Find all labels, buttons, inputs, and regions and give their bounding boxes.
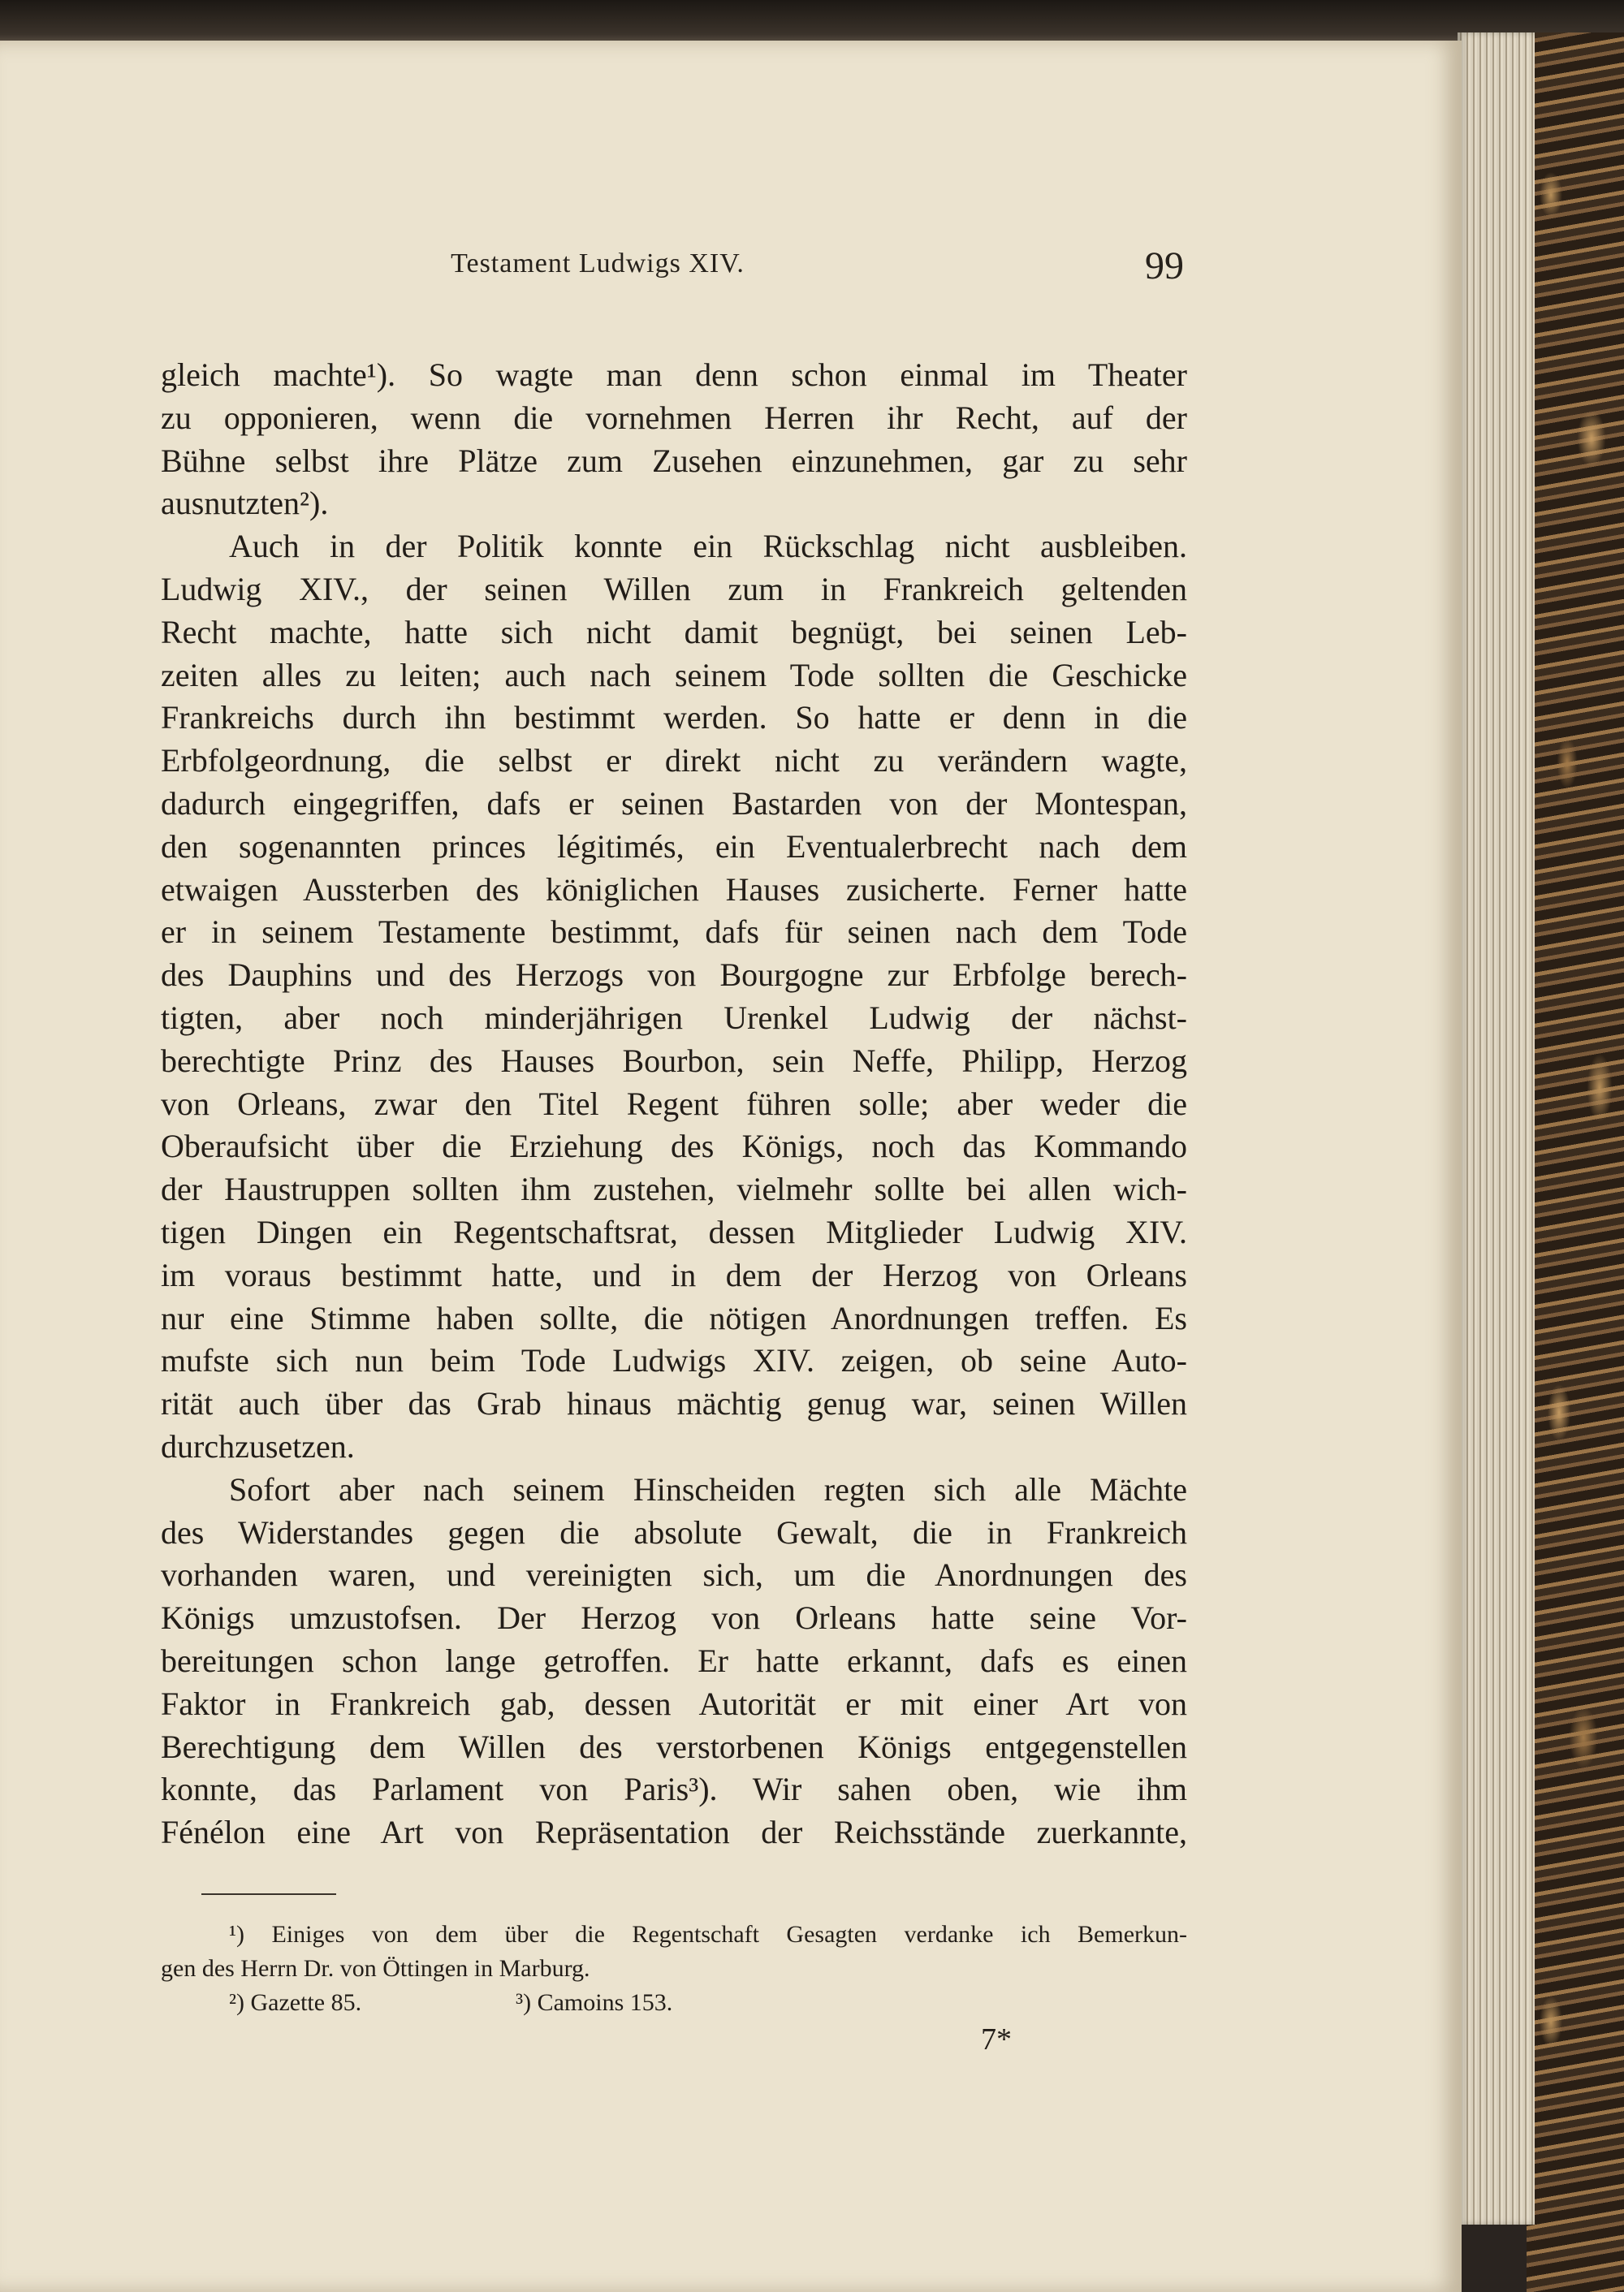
text-line: zu opponieren, wenn die vornehmen Herren ihr Recht, auf der	[161, 399, 1187, 436]
footnotes	[161, 1918, 1187, 2020]
text-line: Berechtigung dem Willen des verstorbenen Königs entgegenstellen	[161, 1728, 1187, 1765]
footnote-2: ²) Gazette 85.	[229, 1989, 362, 2016]
text-line: etwaigen Aussterben des königlichen Hauses zusicherte. Ferner hatte	[161, 870, 1187, 908]
text-line: Oberaufsicht über die Erziehung des Königs, noch das Kommando	[161, 1128, 1187, 1165]
text-line: Frankreichs durch ihn bestimmt werden. So hatte er denn in die	[161, 699, 1187, 736]
text-line: nur eine Stimme haben sollte, die nötigen Anordnungen treffen. Es	[161, 1299, 1187, 1336]
footnote-1-line-1: ¹) Einiges von dem über die Regentschaft Gesagten verdanke ich Bemerkun-	[229, 1921, 1187, 1948]
text-line: Recht machte, hatte sich nicht damit begnügt, bei seinen Leb-	[161, 613, 1187, 650]
text-line: Königs umzustofsen. Der Herzog von Orleans hatte seine Vor-	[161, 1599, 1187, 1637]
text-line: er in seinem Testamente bestimmt, dafs für seinen nach dem Tode	[161, 913, 1187, 951]
book-page	[0, 41, 1462, 2292]
text-line: Fénélon eine Art von Repräsentation der Reichsstände zuerkannte,	[161, 1814, 1187, 1851]
footnote-1-line-2: gen des Herrn Dr. von Öttingen in Marburg.	[161, 1955, 590, 1982]
text-line: konnte, das Parlament von Paris³). Wir sahen oben, wie ihm	[161, 1771, 1187, 1808]
text-line: der Haustruppen sollten ihm zustehen, vielmehr sollte bei allen wich-	[161, 1171, 1187, 1208]
text-line: tigten, aber noch minderjährigen Urenkel Ludwig der nächst-	[161, 999, 1187, 1036]
marbled-book-cover	[1527, 32, 1624, 2292]
text-line: im voraus bestimmt hatte, und in dem der Herzog von Orleans	[161, 1256, 1187, 1293]
footnote-divider	[201, 1893, 336, 1895]
text-line: Ludwig XIV., der seinen Willen zum in Frankreich geltenden	[161, 570, 1187, 607]
text-line: ausnutzten²).	[161, 485, 329, 522]
text-line: bereitungen schon lange getroffen. Er hatte erkannt, dafs es einen	[161, 1642, 1187, 1679]
page-number: 99	[1145, 244, 1184, 287]
text-line: Bühne selbst ihre Plätze zum Zusehen einzunehmen, gar zu sehr	[161, 442, 1187, 479]
text-line: den sogenannten princes légitimés, ein Eventualerbrecht nach dem	[161, 827, 1187, 865]
text-line: Erbfolgeordnung, die selbst er direkt nicht zu verändern wagte,	[161, 742, 1187, 779]
signature-mark: 7*	[981, 2022, 1012, 2057]
text-line: des Dauphins und des Herzogs von Bourgogne zur Erbfolge berech-	[161, 956, 1187, 994]
text-line: dadurch eingegriffen, dafs er seinen Bastarden von der Montespan,	[161, 784, 1187, 822]
text-line: durchzusetzen.	[161, 1427, 355, 1465]
text-line: vorhanden waren, und vereinigten sich, um die Anordnungen des	[161, 1556, 1187, 1594]
text-line: Faktor in Frankreich gab, dessen Autorität er mit einer Art von	[161, 1685, 1187, 1722]
text-line: von Orleans, zwar den Titel Regent führen solle; aber weder die	[161, 1085, 1187, 1122]
text-line: Auch in der Politik konnte ein Rückschlag nicht ausbleiben.	[229, 528, 1187, 565]
text-line: des Widerstandes gegen die absolute Gewalt, die in Frankreich	[161, 1513, 1187, 1551]
text-line: rität auch über das Grab hinaus mächtig genug war, seinen Willen	[161, 1385, 1187, 1422]
body-text	[161, 354, 1187, 1854]
text-line: Sofort aber nach seinem Hinscheiden regten sich alle Mächte	[229, 1470, 1187, 1508]
text-line: gleich machte¹). So wagte man denn schon einmal im Theater	[161, 356, 1187, 393]
running-title: Testament Ludwigs XIV.	[451, 248, 745, 278]
footnote-3: ³) Camoins 153.	[516, 1989, 673, 2016]
text-line: mufste sich nun beim Tode Ludwigs XIV. zeigen, ob seine Auto-	[161, 1342, 1187, 1379]
footnote-row	[161, 1986, 1187, 2020]
page-stack-edges	[1458, 32, 1535, 2225]
text-line: tigen Dingen ein Regentschaftsrat, dessen Mitglieder Ludwig XIV.	[161, 1213, 1187, 1250]
text-line: zeiten alles zu leiten; auch nach seinem Tode sollten die Geschicke	[161, 656, 1187, 693]
text-line: berechtigte Prinz des Hauses Bourbon, sein Neffe, Philipp, Herzog	[161, 1042, 1187, 1079]
